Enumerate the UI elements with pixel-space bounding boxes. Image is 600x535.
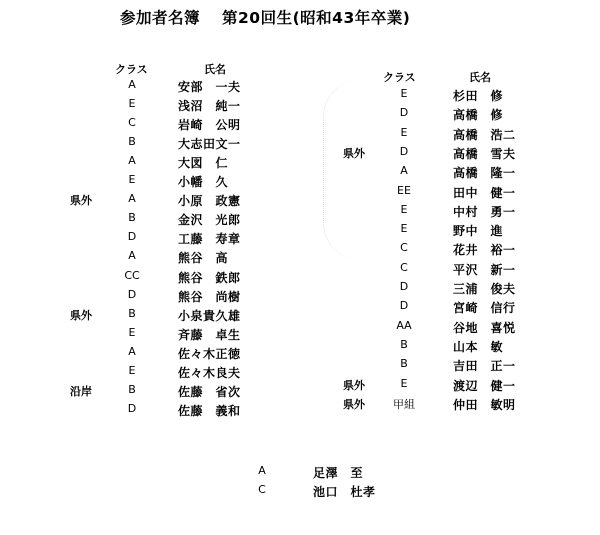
- class-cell: AA: [396, 318, 412, 332]
- member-name: 大志田文一: [178, 137, 241, 152]
- roster-row: [0, 183, 600, 206]
- member-name: 工藤 寿章: [178, 232, 241, 247]
- member-name: 谷地 喜悦: [453, 320, 516, 335]
- class-cell: A: [128, 249, 136, 263]
- roster-row: [0, 396, 600, 415]
- class-cell: E: [400, 125, 408, 139]
- roster-row: [0, 319, 600, 338]
- member-name: 宮崎 信行: [453, 301, 516, 316]
- region-note: 県外: [343, 146, 365, 160]
- roster-row: [0, 202, 600, 225]
- roster-row: [0, 106, 600, 125]
- class-cell: CC: [124, 268, 140, 282]
- page-title: [120, 6, 410, 28]
- class-cell: E: [128, 325, 136, 339]
- member-name: 熊谷 高: [178, 251, 229, 266]
- roster-row: [0, 87, 600, 106]
- class-cell: EE: [397, 183, 411, 197]
- member-name: 中村 勇一: [453, 204, 516, 219]
- left-class-header: クラス: [115, 63, 148, 76]
- class-cell: E: [128, 97, 136, 111]
- class-cell: A: [128, 192, 136, 206]
- class-cell: A: [128, 154, 136, 168]
- class-cell: D: [399, 106, 409, 120]
- left-name-header: 氏名: [204, 63, 226, 76]
- class-cell: E: [400, 202, 408, 216]
- class-cell: E: [128, 363, 136, 377]
- member-name: 浅沼 純一: [178, 99, 241, 114]
- member-name: 大図 仁: [178, 156, 229, 171]
- class-cell: D: [399, 280, 409, 293]
- member-name: 吉田 正一: [453, 359, 516, 374]
- member-name: 斉藤 卓生: [178, 327, 241, 342]
- class-cell: C: [128, 116, 136, 130]
- class-cell: A: [128, 78, 136, 91]
- member-name: 三浦 俊夫: [453, 282, 516, 296]
- class-cell: B: [400, 357, 408, 371]
- class-cell: A: [128, 344, 136, 358]
- class-cell: D: [127, 287, 137, 301]
- right-name-header: 氏名: [469, 71, 491, 84]
- member-name: 渡辺 健一: [453, 378, 516, 393]
- member-name: 高橋 雪夫: [453, 146, 516, 161]
- class-cell: B: [128, 211, 136, 225]
- class-cell: B: [400, 337, 408, 351]
- member-name: 杉田 修: [453, 89, 504, 103]
- title-sub: 第20回生(昭和43年卒業): [222, 9, 411, 27]
- member-name: 小原 政憲: [178, 194, 241, 209]
- member-name: 佐々木良夫: [178, 365, 241, 380]
- member-name: 池口 杜孝: [313, 484, 376, 499]
- class-cell: B: [128, 382, 136, 396]
- class-cell: C: [258, 482, 266, 496]
- class-cell: D: [127, 401, 137, 415]
- member-name: 高橋 隆一: [453, 166, 516, 181]
- roster-row: [0, 261, 600, 280]
- member-name: 田中 健一: [453, 185, 516, 200]
- roster-row: [0, 377, 600, 396]
- member-name: 花井 裕一: [453, 243, 516, 258]
- region-note: 県外: [343, 378, 365, 392]
- roster-row: [0, 241, 600, 263]
- roster-row: [0, 483, 600, 502]
- class-cell: A: [400, 164, 408, 178]
- roster-row: [0, 164, 600, 183]
- member-name: 岩崎 公明: [178, 118, 241, 133]
- roster-row: [0, 126, 600, 145]
- region-note: 県外: [70, 194, 92, 208]
- member-name: 小泉貴久雄: [178, 308, 241, 323]
- member-name: 仲田 敏明: [453, 397, 516, 412]
- class-cell: E: [400, 376, 408, 390]
- member-name: 佐藤 省次: [178, 384, 241, 399]
- member-name: 山本 敏: [453, 339, 504, 354]
- class-cell: 甲組: [393, 397, 415, 411]
- title-main: 参加者名簿: [120, 9, 201, 27]
- class-cell: B: [128, 306, 136, 320]
- class-cell: A: [258, 464, 266, 477]
- member-name: 熊谷 鉄郎: [178, 270, 241, 285]
- roster-row: [0, 145, 600, 164]
- class-cell: B: [128, 135, 136, 149]
- member-name: 佐藤 義和: [178, 403, 241, 418]
- region-note: 県外: [343, 397, 365, 411]
- class-cell: E: [400, 87, 408, 100]
- class-cell: D: [399, 299, 409, 313]
- right-class-header: クラス: [383, 71, 416, 84]
- class-cell: E: [128, 173, 136, 187]
- member-name: 平沢 新一: [453, 262, 516, 277]
- member-name: 高橋 浩二: [453, 127, 516, 142]
- member-name: 佐々木正徳: [178, 346, 241, 361]
- member-name: 小幡 久: [178, 175, 229, 190]
- member-name: 足澤 至: [313, 466, 364, 480]
- roster-row: [0, 280, 600, 299]
- region-note: 沿岸: [70, 384, 92, 398]
- roster-row: [0, 464, 600, 483]
- member-name: 金沢 光郎: [178, 213, 241, 228]
- class-cell: C: [400, 241, 408, 255]
- class-cell: E: [400, 222, 408, 236]
- member-name: 安部 一夫: [178, 80, 241, 94]
- region-note: 県外: [70, 308, 92, 322]
- member-name: 高橋 修: [453, 108, 504, 123]
- member-name: 野中 進: [453, 224, 504, 239]
- roster-row: [0, 338, 600, 357]
- roster-row: [0, 222, 600, 244]
- member-name: 熊谷 尚樹: [178, 289, 241, 304]
- class-cell: D: [127, 230, 137, 244]
- roster-row: [0, 357, 600, 376]
- class-cell: C: [400, 260, 408, 274]
- roster-row: [0, 299, 600, 318]
- class-cell: D: [399, 144, 409, 158]
